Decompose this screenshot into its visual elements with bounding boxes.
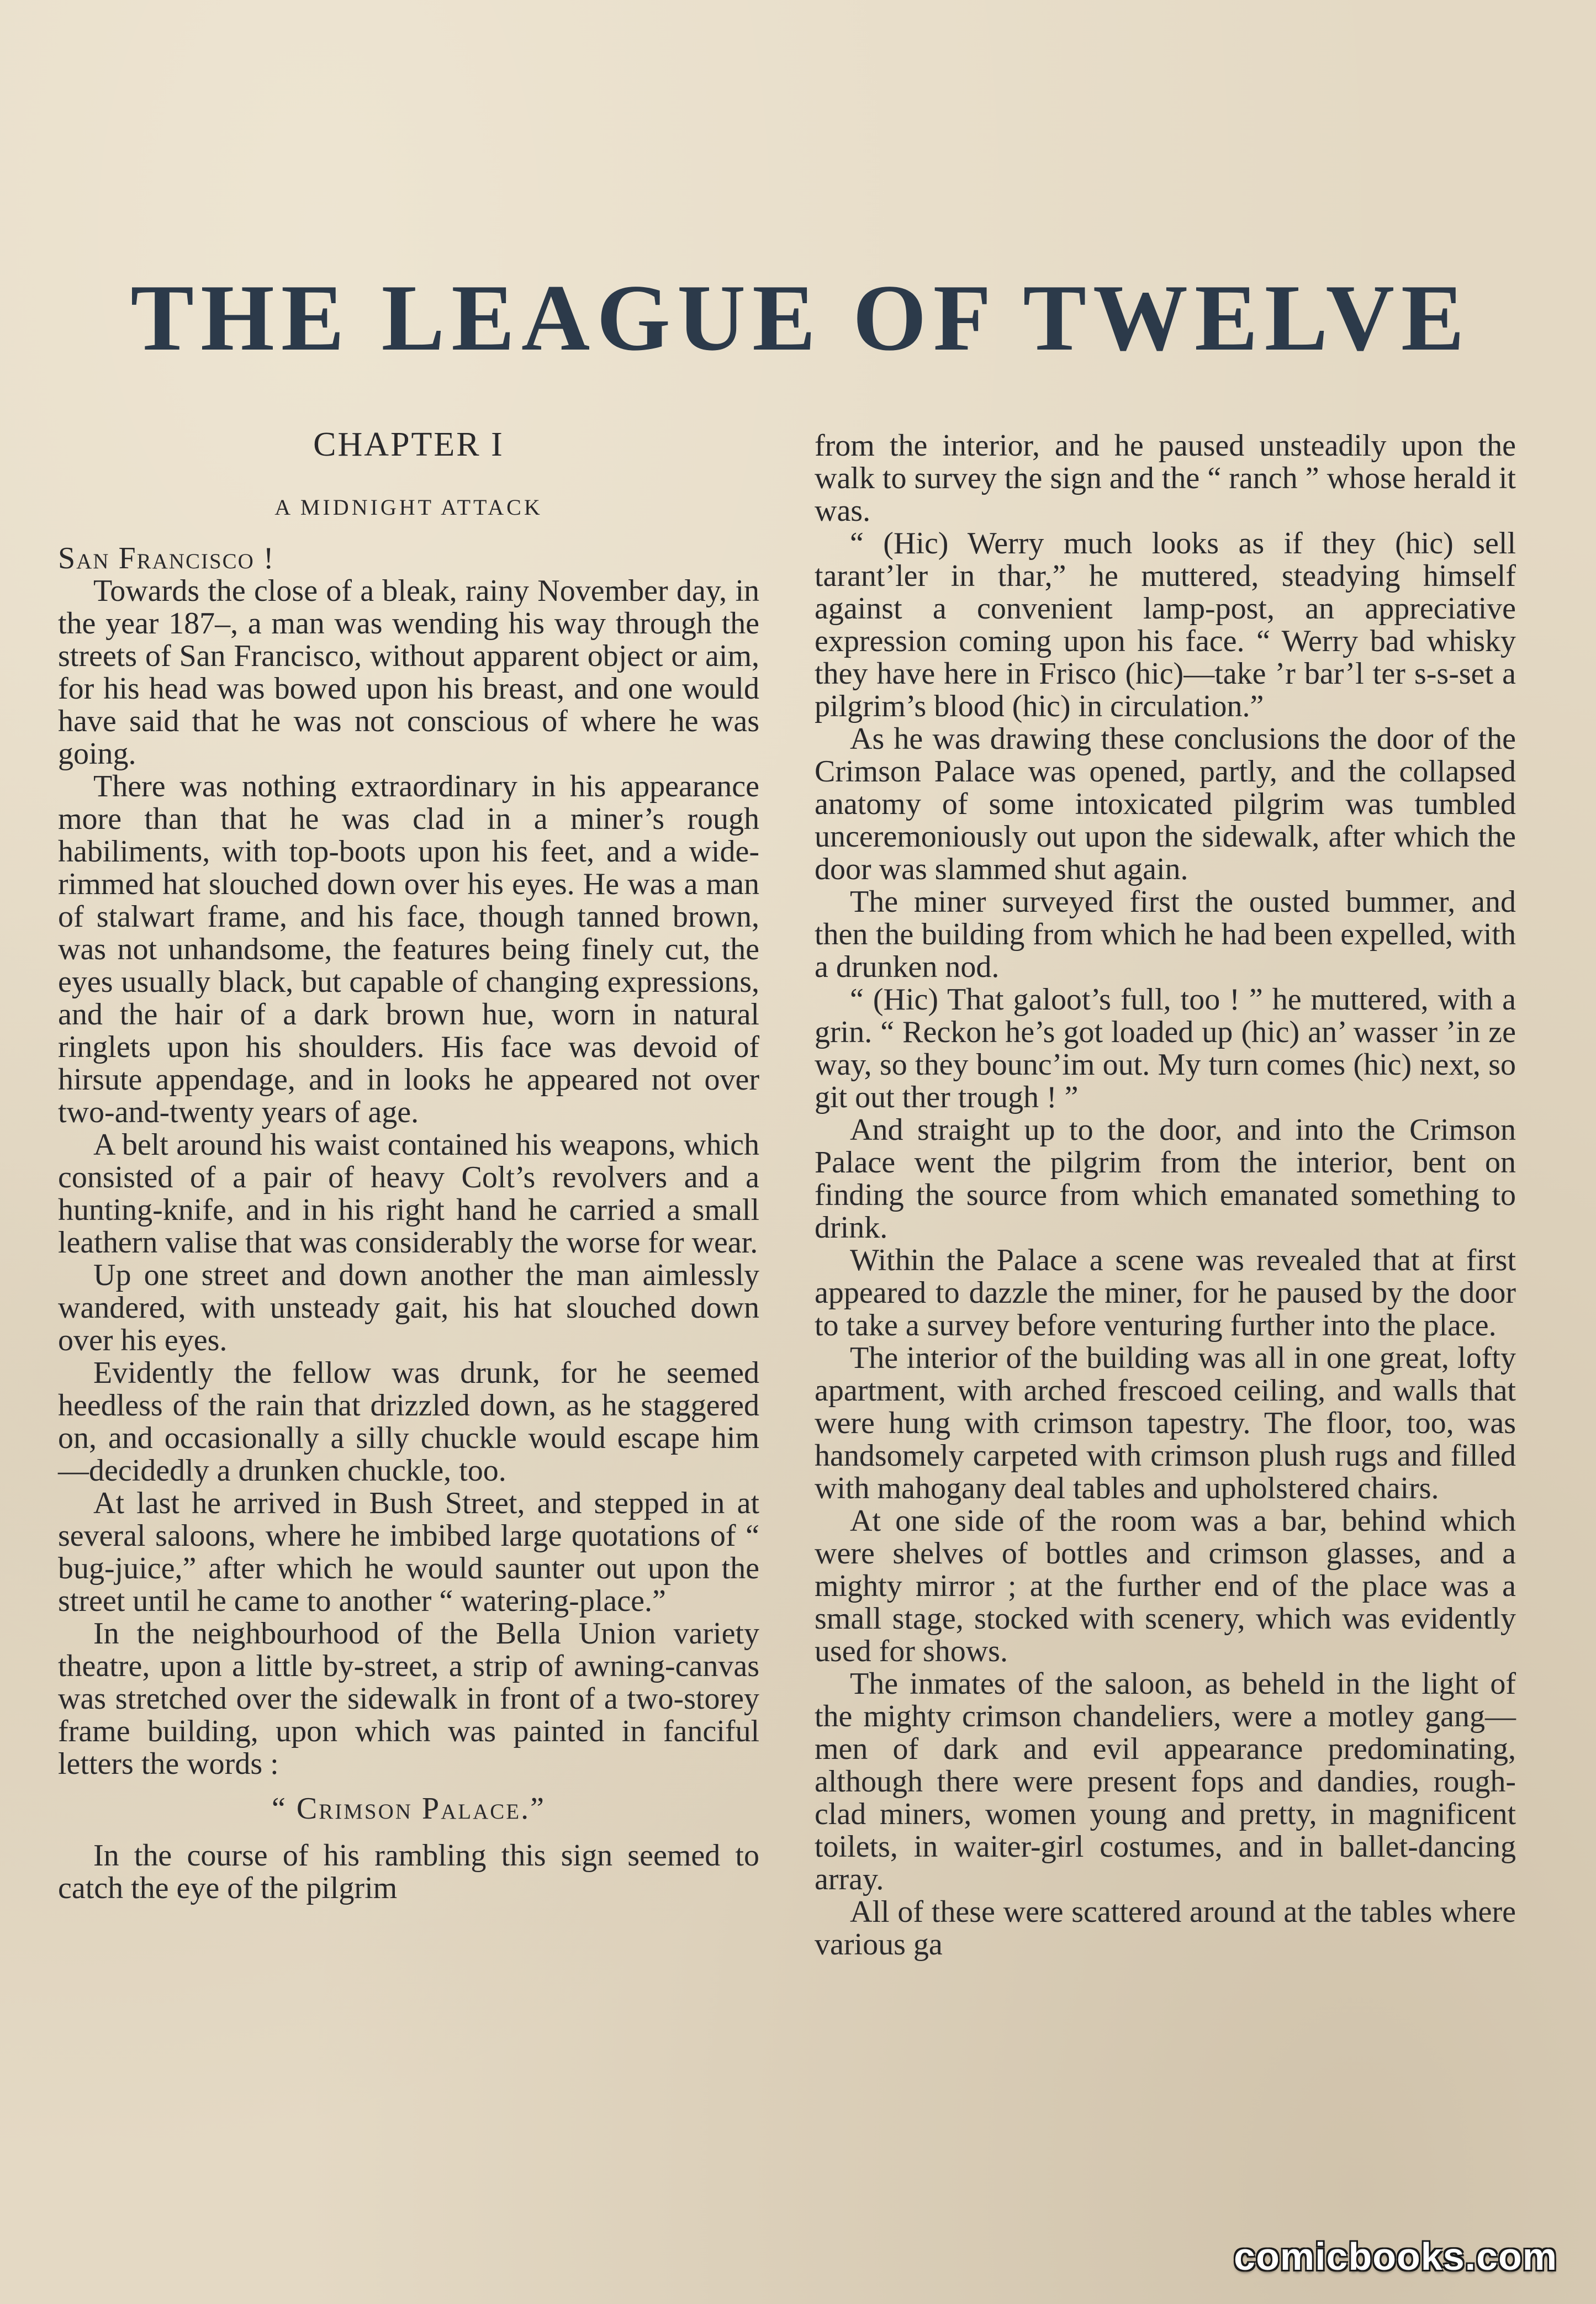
paragraph: In the neighbourhood of the Bella Union variety theatre, upon a little by-street, a strip of awning-canvas was stretched over the sidewalk in front of a two-storey frame building, upon which was painted in fanciful letters the words : (58, 1616, 759, 1781)
continued-paragraph: from the interior, and he paused unsteadily upon the walk to survey the sign and the “ ranch ” whose herald it was. (815, 429, 1516, 528)
paragraph: The inmates of the saloon, as beheld in the light of the mighty crimson chandeliers, were a motley gang—men of dark and evil appearance predominating, although there were present fops and dandies, rough-clad miners, women young and pretty, in magnificent toilets, in waiter-girl costumes, and in ballet-dancing array. (815, 1667, 1516, 1896)
paragraph: As he was drawing these conclusions the door of the Crimson Palace was opened, partly, and the collapsed anatomy of some intoxicated pilgrim was tumbled unceremoniously out upon the sidewalk, after which the door was slammed shut again. (815, 722, 1516, 886)
chapter-subtitle: A MIDNIGHT ATTACK (274, 495, 543, 520)
left-column (58, 425, 759, 1905)
paragraph: At one side of the room was a bar, behind which were shelves of bottles and crimson glasses, and a mighty mirror ; at the further end of the place was a small stage, stocked with scenery, which was evidently used for shows. (815, 1504, 1516, 1668)
paragraph: In the course of his rambling this sign seemed to catch the eye of the pilgrim (58, 1838, 759, 1905)
paragraph: The miner surveyed first the ousted bummer, and then the building from which he had been expelled, with a drunken nod. (815, 885, 1516, 984)
paragraph: Up one street and down another the man aimlessly wandered, with unsteady gait, his hat slouched down over his eyes. (58, 1258, 759, 1357)
paragraph: “ (Hic) Werry much looks as if they (hic) sell tarant’ler in thar,” he muttered, steadying himself against a convenient lamp-post, an appreciative expression coming upon his face. “ Werry bad whisky they have here in Frisco (hic)—take ’r bar’l ter s-s-set a pilgrim’s blood (hic) in circulation.” (815, 526, 1516, 723)
paragraph: The interior of the building was all in one great, lofty apartment, with arched frescoed ceiling, and walls that were hung with crimson tapestry. The floor, too, was handsomely carpeted with crimson plush rugs and filled with mahogany deal tables and upholstered chairs. (815, 1341, 1516, 1505)
story-title: THE LEAGUE OF TWELVE (130, 266, 1471, 371)
site-watermark: comicbooks.com (1234, 2235, 1557, 2278)
paragraph: At last he arrived in Bush Street, and stepped in at several saloons, where he imbibed large quotations of “ bug-juice,” after which he would saunter out upon the street until he came to another “ watering-place.” (58, 1486, 759, 1618)
paragraph: Within the Palace a scene was revealed that at first appeared to dazzle the miner, for he paused by the door to take a survey before venturing further into the place. (815, 1243, 1516, 1343)
paragraph: All of these were scattered around at the tables where various ga (815, 1895, 1516, 1962)
opening-line: San Francisco ! (58, 541, 275, 575)
chapter-heading: CHAPTER I (313, 426, 504, 463)
paragraph: And straight up to the door, and into the Crimson Palace went the pilgrim from the interior, bent on finding the source from which emanated something to drink. (815, 1113, 1516, 1245)
paragraph: Towards the close of a bleak, rainy November day, in the year 187–, a man was wending his way through the streets of San Francisco, without apparent object or aim, for his head was bowed upon his breast, and one would have said that he was not conscious of where he was going. (58, 574, 759, 771)
paragraph: “ (Hic) That galoot’s full, too ! ” he muttered, with a grin. “ Reckon he’s got loaded up (hic) an’ wasser ’in ze way, so they bounc’im out. My turn comes (hic) next, so git out ther trough ! ” (815, 982, 1516, 1114)
paragraph: Evidently the fellow was drunk, for he seemed heedless of the rain that drizzled down, as he staggered on, and occasionally a silly chuckle would escape him—decidedly a drunken chuckle, too. (58, 1356, 759, 1488)
paragraph: A belt around his waist contained his weapons, which consisted of a pair of heavy Colt’s revolvers and a hunting-knife, and in his right hand he carried a small leathern valise that was considerably the worse for wear. (58, 1128, 759, 1260)
sign-text: “ Crimson Palace.” (272, 1792, 546, 1826)
right-column (815, 430, 1516, 1961)
paragraph: There was nothing extraordinary in his appearance more than that he was clad in a miner’s rough habiliments, with top-boots upon his feet, and a wide-rimmed hat slouched down over his eyes. He was a man of stalwart frame, and his face, though tanned brown, was not unhandsome, the features being finely cut, the eyes usually black, but capable of changing expressions, and the hair of a dark brown hue, worn in natural ringlets upon his shoulders. His face was devoid of hirsute appendage, and in looks he appeared not over two-and-twenty years of age. (58, 769, 759, 1129)
